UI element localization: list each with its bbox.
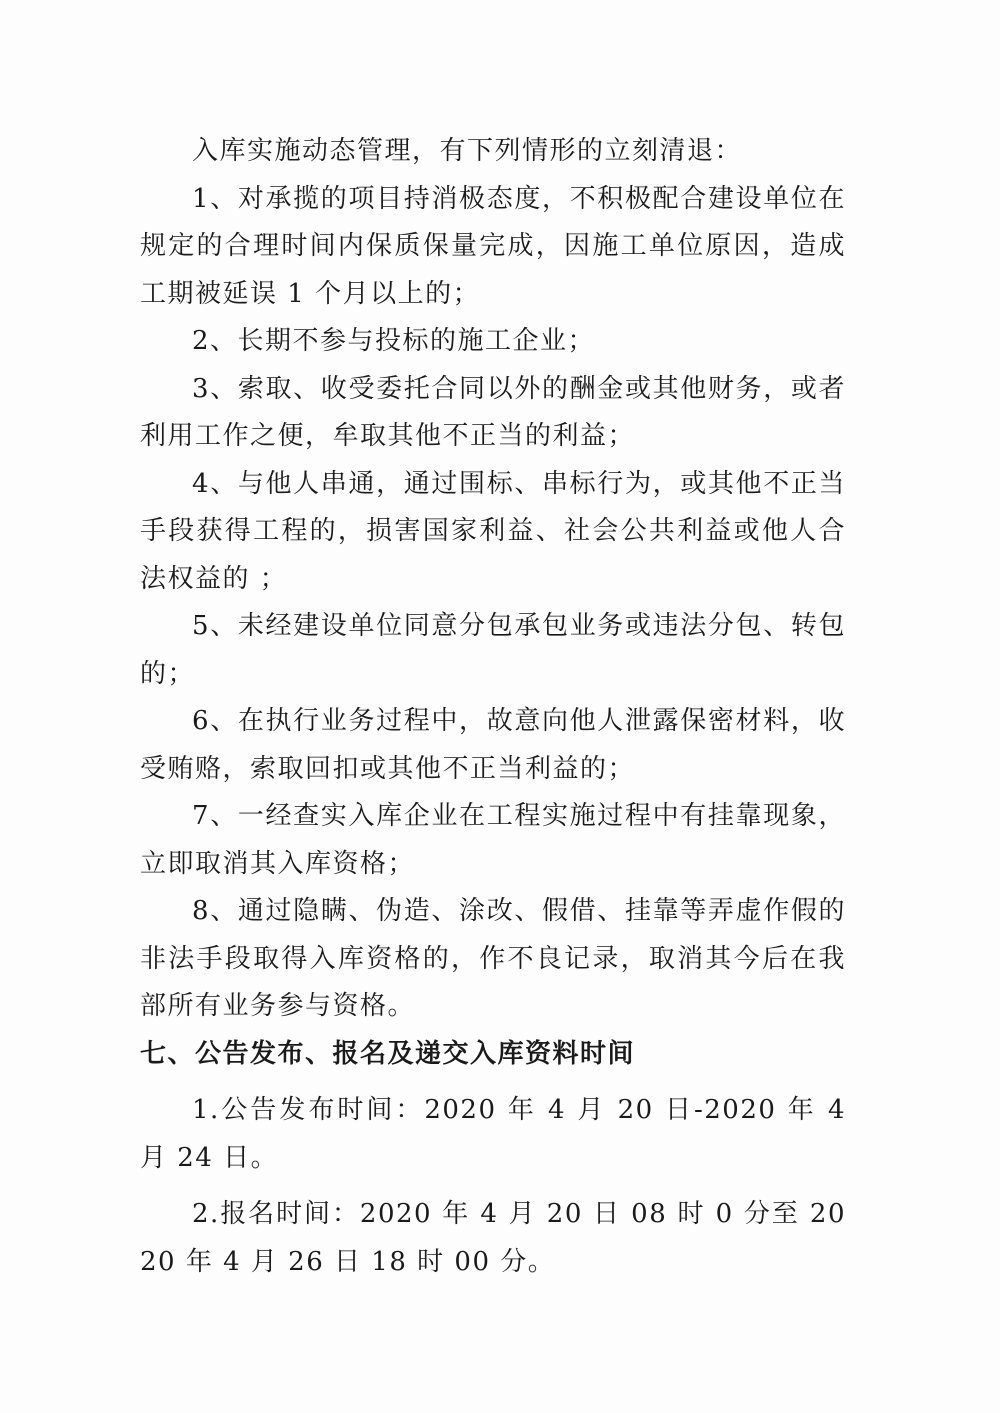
schedule-spacer xyxy=(140,1182,846,1191)
clearance-item-7: 7、一经查实入库企业在工程实施过程中有挂靠现象，立即取消其入库资格； xyxy=(140,801,846,879)
section-heading: 七、公告发布、报名及递交入库资料时间 xyxy=(140,1038,636,1069)
intro-paragraph: 入库实施动态管理，有下列情形的立刻清退： xyxy=(192,136,743,166)
clearance-item-4: 4、与他人串通，通过围标、串标行为，或其他不正当手段获得工程的，损害国家利益、社会公共利益或他人合法权益的 ； xyxy=(140,468,846,594)
schedule-item-announcement: 1.公告发布时间：2020 年 4 月 20 日-2020 年 4 月 24 日。 xyxy=(140,1095,846,1173)
clearance-item-5: 5、未经建设单位同意分包承包业务或违法分包、转包的； xyxy=(140,611,846,689)
schedule-item-registration: 2.报名时间：2020 年 4 月 20 日 08 时 0 分至 2020 年 4 月 26 日 18 时 00 分。 xyxy=(140,1199,846,1277)
document-body xyxy=(140,128,846,1286)
clearance-item-3: 3、索取、收受委托合同以外的酬金或其他财务，或者利用工作之便，牟取其他不正当的利益； xyxy=(140,373,846,451)
clearance-item-8: 8、通过隐瞒、伪造、涂改、假借、挂靠等弄虚作假的非法手段取得入库资格的，作不良记录，取消其今后在我部所有业务参与资格。 xyxy=(140,896,846,1021)
heading-spacer xyxy=(140,1078,846,1087)
clearance-item-1: 1、对承揽的项目持消极态度，不积极配合建设单位在规定的合理时间内保质保量完成，因施工单位原因，造成工期被延误 1 个月以上的； xyxy=(140,183,846,309)
clearance-item-2: 2、长期不参与投标的施工企业； xyxy=(192,326,596,356)
clearance-item-6: 6、在执行业务过程中，故意向他人泄露保密材料，收受贿赂，索取回扣或其他不正当利益的； xyxy=(140,706,846,784)
